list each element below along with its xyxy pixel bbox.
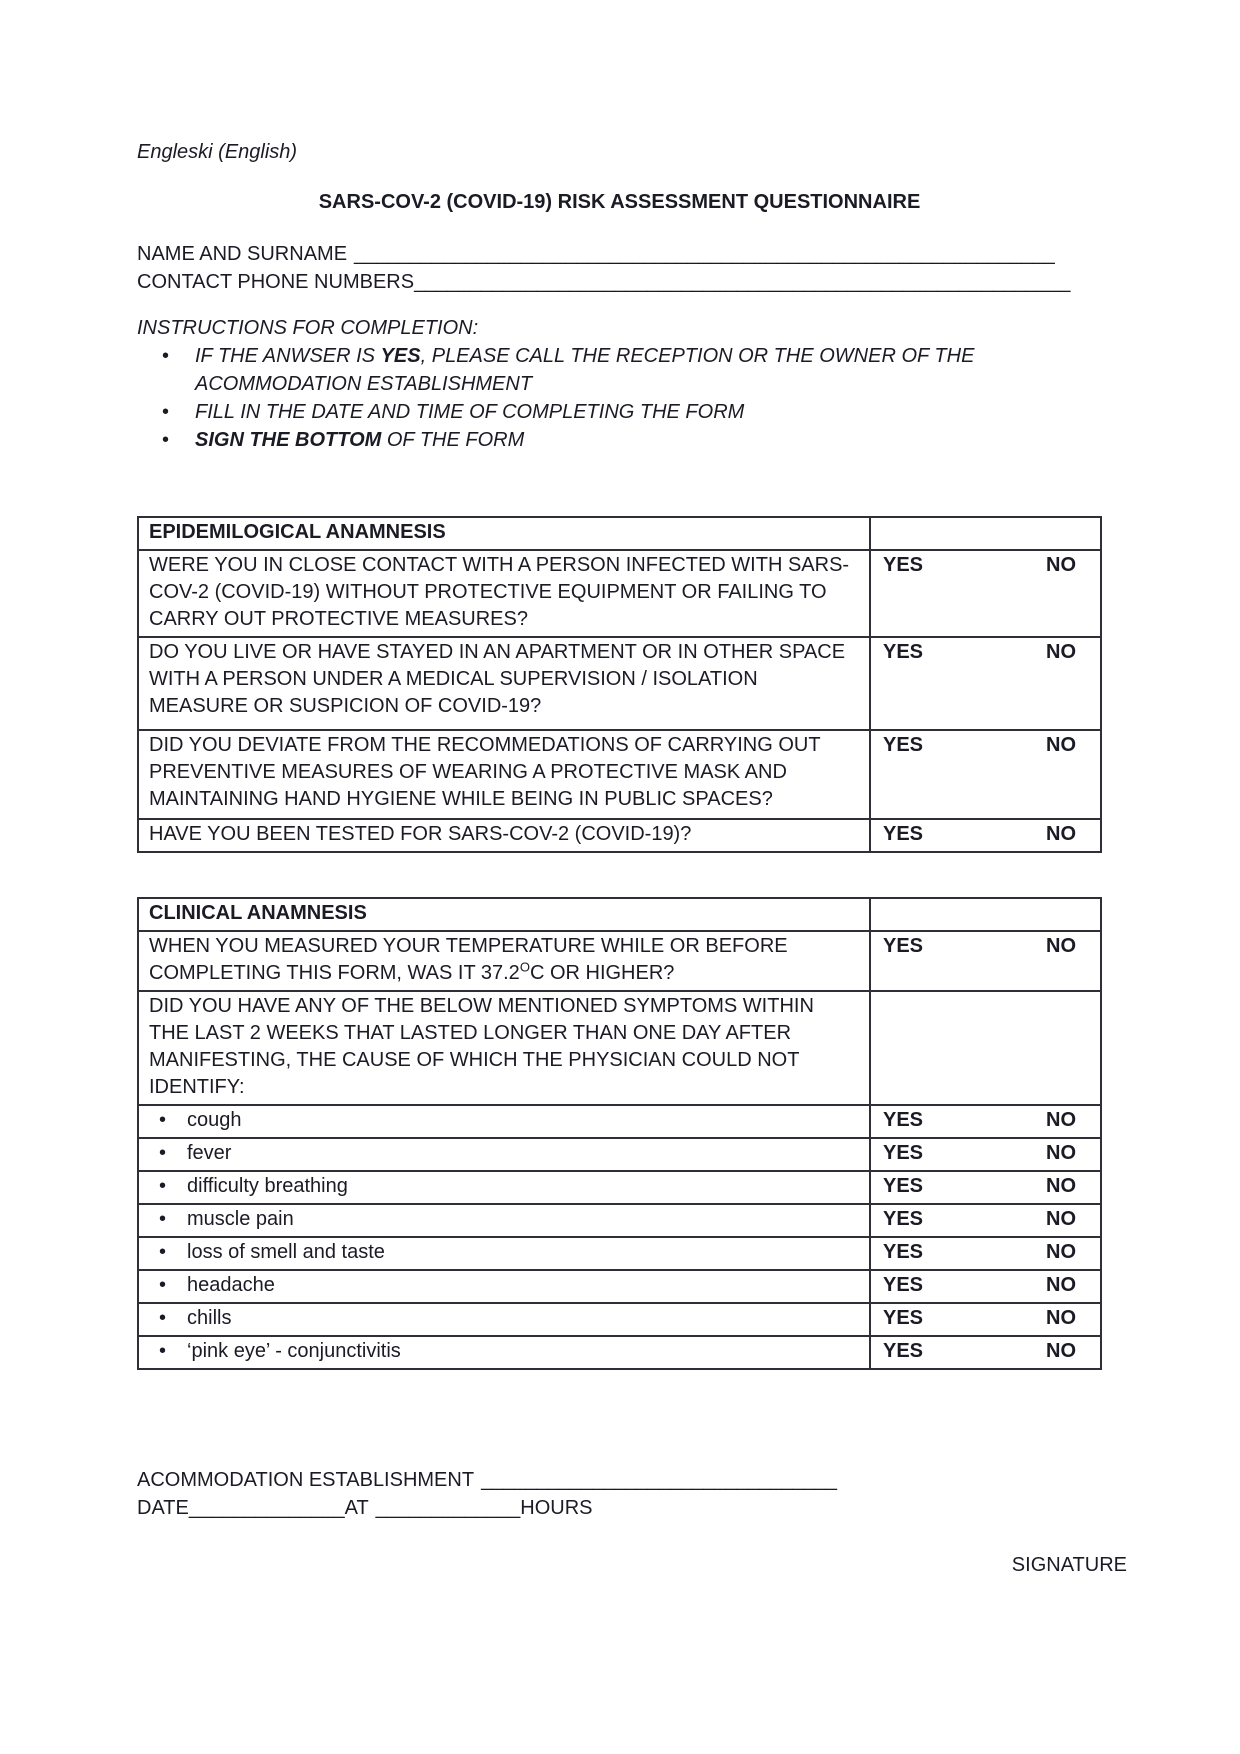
answer-cell [871,932,1100,990]
answer-cell [871,1172,1100,1203]
degree-superscript: O [519,959,530,975]
symptom-row [139,1269,1100,1302]
question-text: DO YOU LIVE OR HAVE STAYED IN AN APARTMENT OR IN OTHER SPACE WITH A PERSON UNDER A MEDICAL SUPERVISION / ISOLATION MEASURE OR SUSPICION OF COVID-19? [139,638,871,729]
yes-label: YES [883,1274,924,1296]
symptoms-intro-row [139,990,1100,1104]
answer-cell [871,551,1100,636]
answer-cell [871,1139,1100,1170]
question-text: WHEN YOU MEASURED YOUR TEMPERATURE WHILE OR BEFORE COMPLETING THIS FORM, WAS IT 37.2 [149,935,788,984]
establishment-row [137,1466,1102,1494]
yes-label: YES [883,1241,924,1263]
instruction-text: , PLEASE CALL THE RECEPTION OR THE OWNER OF THE ACOMMODATION ESTABLISHMENT [195,345,975,395]
clinical-header: CLINICAL ANAMNESIS [139,899,871,930]
epidemiological-table [137,516,1102,853]
symptom-row [139,1335,1100,1368]
symptoms-intro-text: DID YOU HAVE ANY OF THE BELOW MENTIONED SYMPTOMS WITHIN THE LAST 2 WEEKS THAT LASTED LONGER THAN ONE DAY AFTER MANIFESTING, THE CAUSE OF WHICH THE PHYSICIAN COULD NOT IDENTIFY: [139,992,871,1104]
question-row [139,818,1100,851]
yes-label: YES [883,1109,924,1131]
name-surname-row [137,240,1102,268]
language-label: Engleski (English) [137,141,298,163]
symptom-row [139,1302,1100,1335]
symptom-row [139,1170,1100,1203]
no-label: NO [1046,641,1076,663]
name-surname-blank-line: _______________________________________________________________ [354,243,1055,265]
answer-cell [871,1205,1100,1236]
question-text: DID YOU DEVIATE FROM THE RECOMMEDATIONS OF CARRYING OUT PREVENTIVE MEASURES OF WEARING A PROTECTIVE MASK AND MAINTAINING HAND HYGIENE WHILE BEING IN PUBLIC SPACES? [139,731,871,818]
table-header-row [139,899,1100,930]
yes-label: YES [883,1307,924,1329]
identity-fields [137,240,1102,296]
footer-section [137,1466,1102,1522]
symptom-label: • muscle pain [139,1205,871,1236]
form-title: SARS-COV-2 (COVID-19) RISK ASSESSMENT QUESTIONNAIRE [318,191,921,213]
answer-cell [871,1337,1100,1368]
no-label: NO [1046,1340,1076,1362]
temperature-question [139,932,871,990]
instruction-text: OF THE FORM [381,429,525,451]
hours-label: HOURS [520,1497,593,1519]
contact-phone-blank-line: ___________________________________________________________ [414,271,1071,293]
symptom-row [139,1137,1100,1170]
yes-label: YES [883,734,924,756]
question-text: C OR HIGHER? [529,962,675,984]
answer-cell [871,1238,1100,1269]
instruction-text: FILL IN THE DATE AND TIME OF COMPLETING THE FORM [195,401,745,423]
no-label: NO [1046,554,1076,576]
no-label: NO [1046,1307,1076,1329]
instructions-heading: INSTRUCTIONS FOR COMPLETION: [137,317,479,339]
date-label: DATE [137,1497,189,1519]
answer-cell [871,638,1100,729]
yes-label: YES [883,641,924,663]
yes-label: YES [883,1142,924,1164]
no-label: NO [1046,1175,1076,1197]
no-label: NO [1046,734,1076,756]
name-surname-label: NAME AND SURNAME [137,243,348,265]
question-text: WERE YOU IN CLOSE CONTACT WITH A PERSON INFECTED WITH SARS-COV-2 (COVID-19) WITHOUT PROTECTIVE EQUIPMENT OR FAILING TO CARRY OUT PROTECTIVE MEASURES? [139,551,871,636]
epidemiological-header: EPIDEMILOGICAL ANAMNESIS [139,518,871,549]
yes-label: YES [883,1175,924,1197]
symptom-label: • cough [139,1106,871,1137]
no-label: NO [1046,1208,1076,1230]
yes-label: YES [883,1340,924,1362]
answer-cell [871,820,1100,851]
symptom-label: • chills [139,1304,871,1335]
symptom-label: • fever [139,1139,871,1170]
clinical-table [137,897,1102,1370]
symptom-label: • difficulty breathing [139,1172,871,1203]
yes-label: YES [883,554,924,576]
question-row [139,930,1100,990]
establishment-label: ACOMMODATION ESTABLISHMENT [137,1469,475,1491]
question-row [139,549,1100,636]
no-label: NO [1046,1274,1076,1296]
question-row [139,729,1100,818]
instruction-bold-text: SIGN THE BOTTOM [195,429,382,451]
time-blank-line: _____________ [375,1497,521,1519]
answer-cell [871,1106,1100,1137]
symptom-row [139,1236,1100,1269]
yes-label: YES [883,823,924,845]
symptom-row [139,1203,1100,1236]
establishment-blank-line: ________________________________ [481,1469,837,1491]
empty-answer-cell [871,899,1100,930]
instruction-item-call-reception [137,342,1102,398]
instruction-item-date-time [137,398,1102,426]
no-label: NO [1046,935,1076,957]
table-header-row [139,518,1100,549]
yes-label: YES [883,935,924,957]
yes-label: YES [883,1208,924,1230]
answer-cell [871,1271,1100,1302]
empty-answer-cell [871,992,1100,1104]
signature-label: SIGNATURE [1011,1554,1127,1576]
instruction-text: IF THE ANWSER IS [195,345,381,367]
contact-phone-row [137,268,1102,296]
symptom-label: • loss of smell and taste [139,1238,871,1269]
instruction-item-sign-bottom [137,426,1102,454]
date-time-row [137,1494,1102,1522]
instructions-list [137,342,1102,454]
no-label: NO [1046,1142,1076,1164]
question-text: HAVE YOU BEEN TESTED FOR SARS-COV-2 (COVID-19)? [139,820,871,851]
question-row [139,636,1100,729]
answer-cell [871,1304,1100,1335]
symptom-label: • headache [139,1271,871,1302]
contact-phone-label: CONTACT PHONE NUMBERS [137,271,415,293]
empty-answer-cell [871,518,1100,549]
answer-cell [871,731,1100,818]
date-blank-line: ______________ [188,1497,345,1519]
no-label: NO [1046,1109,1076,1131]
symptom-row [139,1104,1100,1137]
instruction-bold-text: YES [380,345,421,367]
symptom-label: • ‘pink eye’ - conjunctivitis [139,1337,871,1368]
no-label: NO [1046,1241,1076,1263]
no-label: NO [1046,823,1076,845]
at-label: AT [344,1497,369,1519]
